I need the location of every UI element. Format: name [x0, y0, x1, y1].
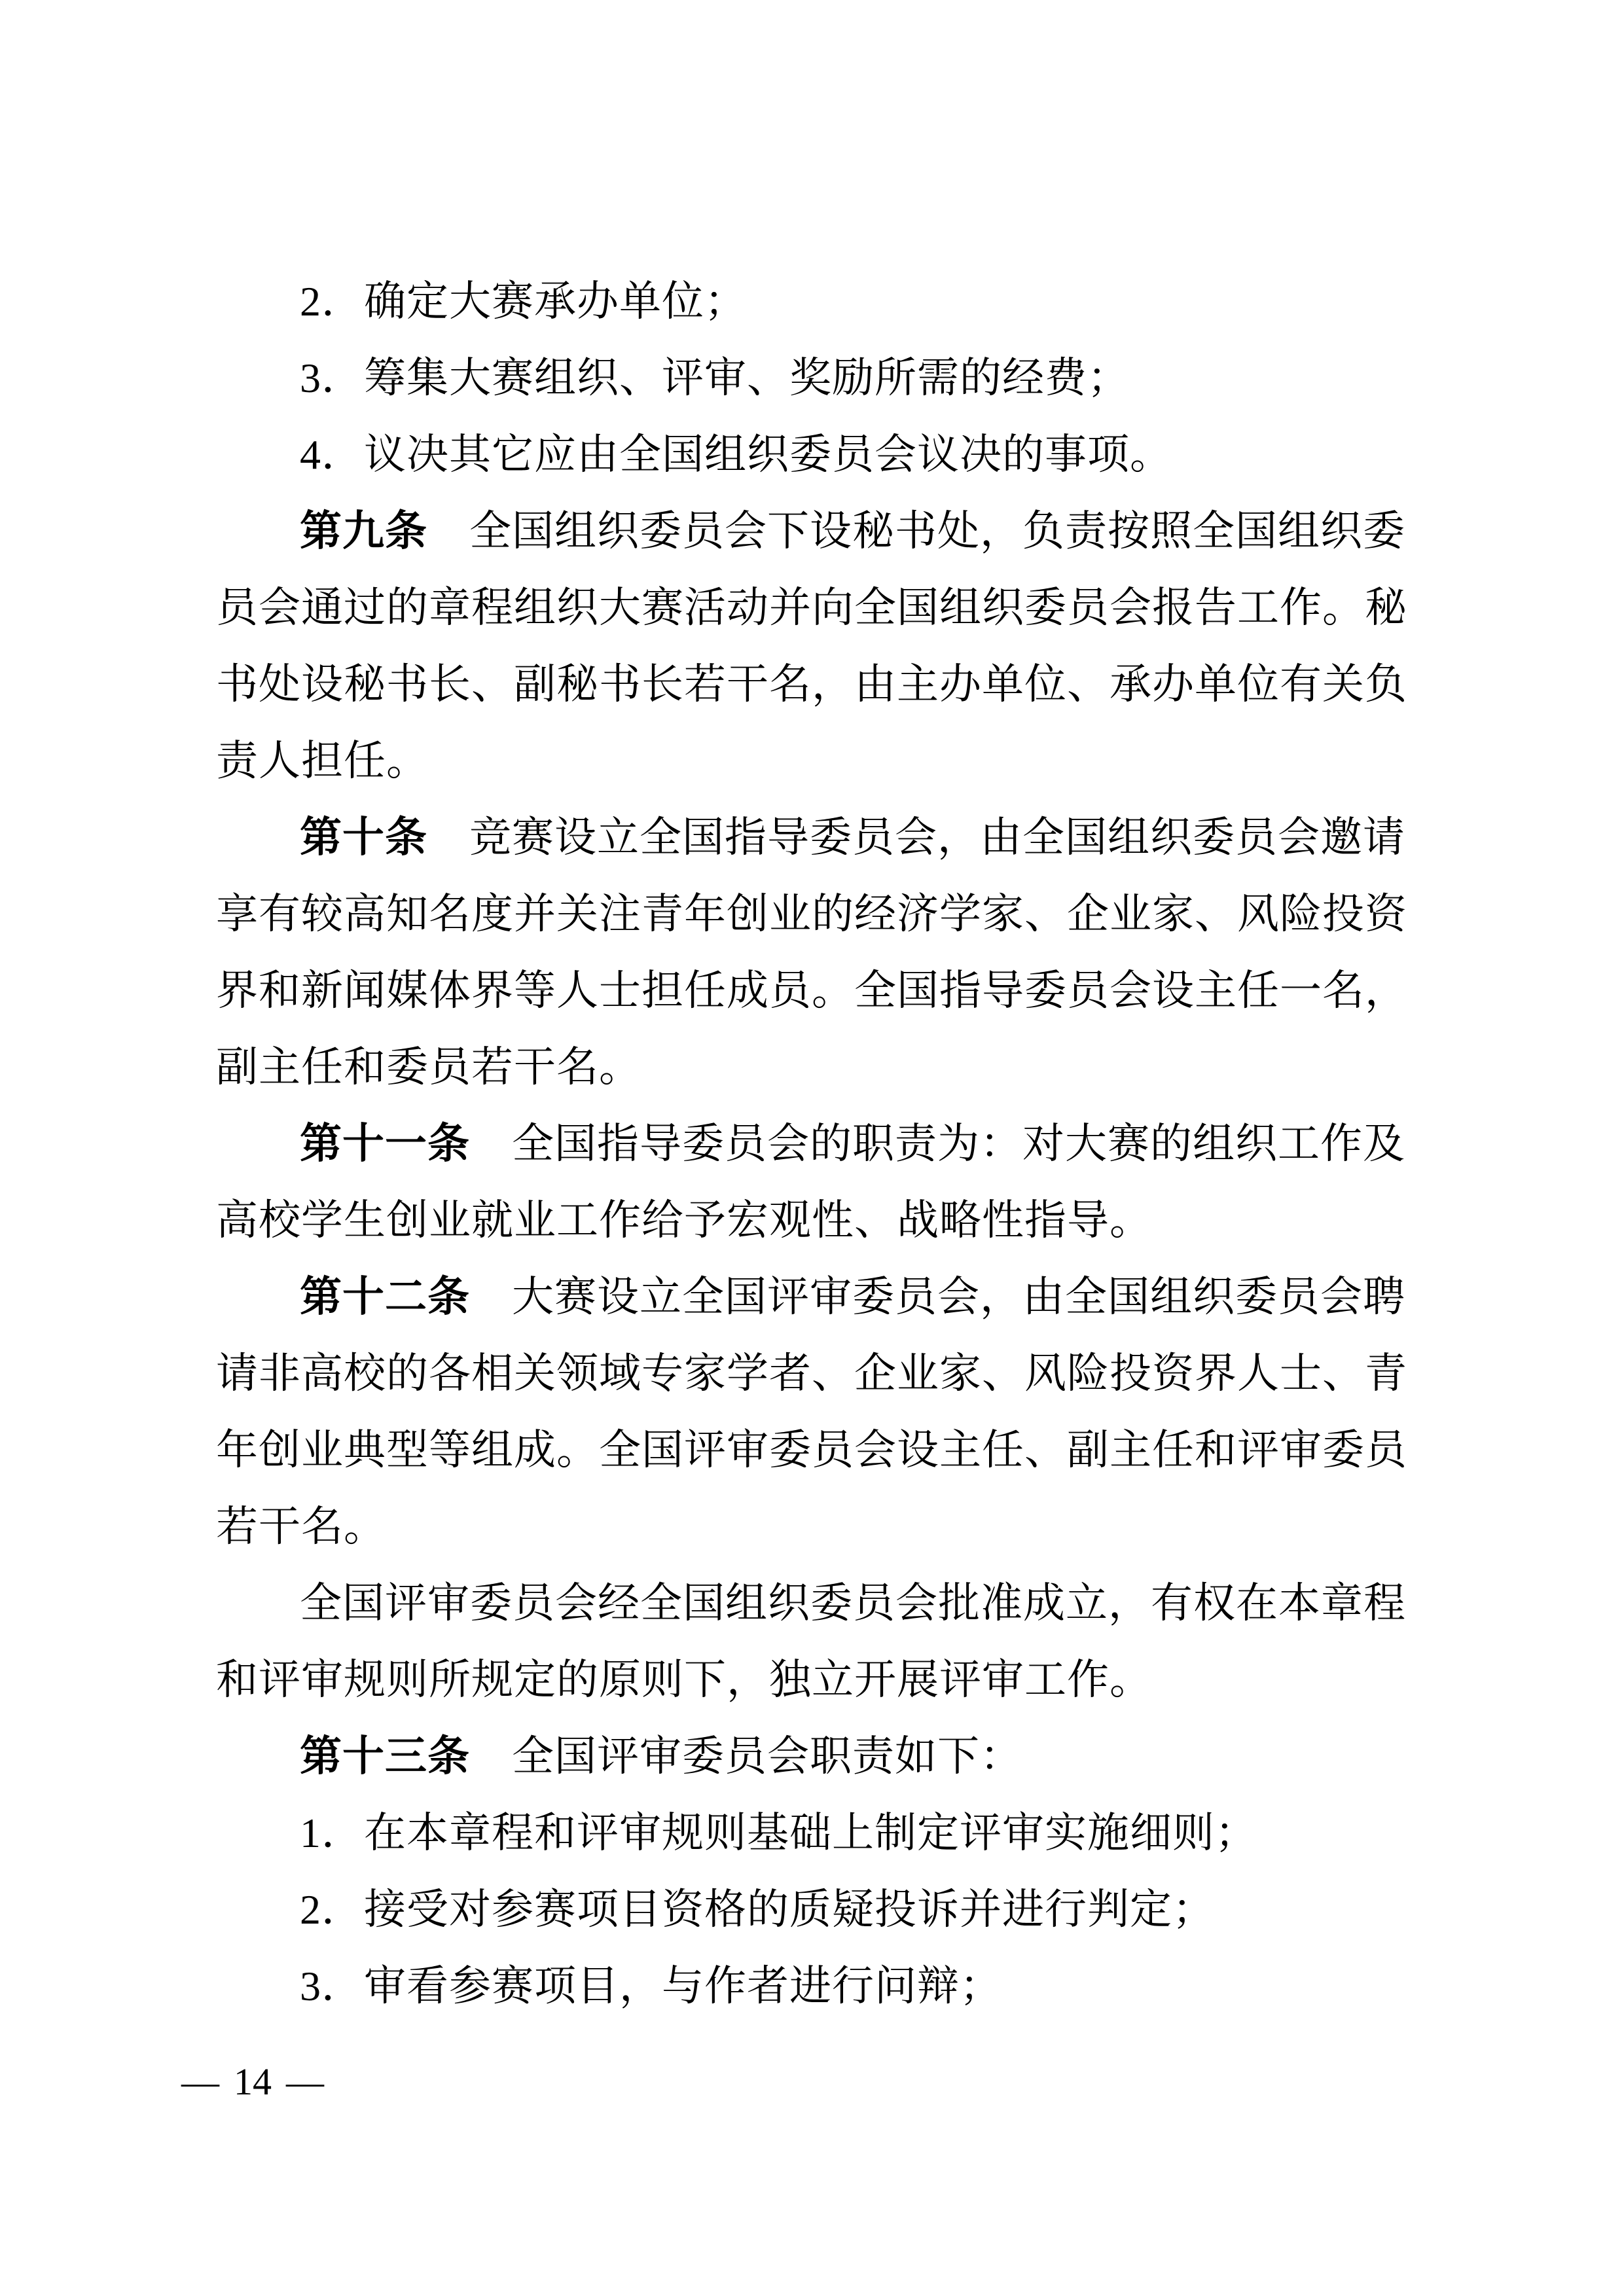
- document-body: [216, 263, 1407, 2024]
- document-line: [216, 723, 1401, 799]
- document-line: [216, 340, 1401, 416]
- line-text: 享有较高知名度并关注青年创业的经济学家、企业家、风险投资: [216, 891, 1407, 937]
- line-text: 大赛设立全国评审委员会，由全国组织委员会聘: [512, 1274, 1405, 1320]
- line-text: 若干名。: [216, 1503, 386, 1550]
- footer-dash-right: —: [286, 2060, 324, 2103]
- document-line: [216, 1948, 1401, 2024]
- document-line: [216, 1412, 1407, 1488]
- line-text: 界和新闻媒体界等人士担任成员。全国指导委员会设主任一名，: [216, 967, 1407, 1014]
- footer-dash-left: —: [181, 2060, 219, 2103]
- document-line: [216, 952, 1407, 1029]
- line-text: 请非高校的各相关领域专家学者、企业家、风险投资界人士、青: [216, 1350, 1407, 1397]
- line-text: 全国指导委员会的职责为：对大赛的组织工作及: [512, 1121, 1405, 1167]
- line-text: 年创业典型等组成。全国评审委员会设主任、副主任和评审委员: [216, 1427, 1407, 1473]
- document-line: [216, 1335, 1407, 1412]
- line-text: 全国组织委员会下设秘书处，负责按照全国组织委: [469, 508, 1405, 554]
- line-text: 全国评审委员会经全国组织委员会批准成立，有权在本章程: [300, 1580, 1406, 1626]
- document-line: [216, 1718, 1401, 1795]
- document-line: [216, 1871, 1401, 1948]
- line-text: 竞赛设立全国指导委员会，由全国组织委员会邀请: [469, 814, 1405, 861]
- line-text: 3．审看参赛项目，与作者进行问辩；: [300, 1963, 1002, 2009]
- page-number: 14: [234, 2060, 272, 2103]
- document-line: [216, 1029, 1401, 1105]
- line-text: 全国评审委员会职责如下：: [512, 1733, 1022, 1780]
- document-line: [216, 1565, 1406, 1641]
- line-text: 副主任和委员若干名。: [216, 1044, 641, 1090]
- document-line: [216, 1641, 1401, 1718]
- document-line: [216, 1259, 1405, 1335]
- document-line: [216, 1488, 1401, 1565]
- document-line: [216, 646, 1407, 723]
- line-text: 1．在本章程和评审规则基础上制定评审实施细则；: [300, 1810, 1257, 1856]
- line-text: 书处设秘书长、副秘书长若干名，由主办单位、承办单位有关负: [216, 661, 1407, 708]
- line-text: 2．接受对参赛项目资格的质疑投诉并进行判定；: [300, 1886, 1215, 1933]
- document-line: [216, 799, 1405, 876]
- line-text: 4．议决其它应由全国组织委员会议决的事项。: [300, 431, 1172, 478]
- document-line: [216, 569, 1407, 646]
- line-text: 高校学生创业就业工作给予宏观性、战略性指导。: [216, 1197, 1152, 1244]
- article-heading: 第十条: [300, 814, 427, 861]
- line-text: 员会通过的章程组织大赛活动并向全国组织委员会报告工作。秘: [216, 584, 1407, 631]
- document-line: [216, 416, 1401, 493]
- article-heading: 第十三条: [300, 1732, 470, 1780]
- document-line: [216, 493, 1405, 569]
- document-line: [216, 1105, 1405, 1182]
- document-line: [216, 1182, 1401, 1259]
- document-line: [216, 876, 1407, 952]
- line-text: 责人担任。: [216, 738, 429, 784]
- page-footer: [181, 2051, 324, 2113]
- article-heading: 第十一条: [300, 1120, 470, 1167]
- article-heading: 第十二条: [300, 1273, 470, 1320]
- document-line: [216, 263, 1401, 340]
- document-line: [216, 1795, 1401, 1871]
- line-text: 3．筹集大赛组织、评审、奖励所需的经费；: [300, 355, 1130, 401]
- line-text: 2．确定大赛承办单位；: [300, 278, 747, 325]
- line-text: 和评审规则所规定的原则下，独立开展评审工作。: [216, 1657, 1152, 1703]
- article-heading: 第九条: [300, 507, 427, 554]
